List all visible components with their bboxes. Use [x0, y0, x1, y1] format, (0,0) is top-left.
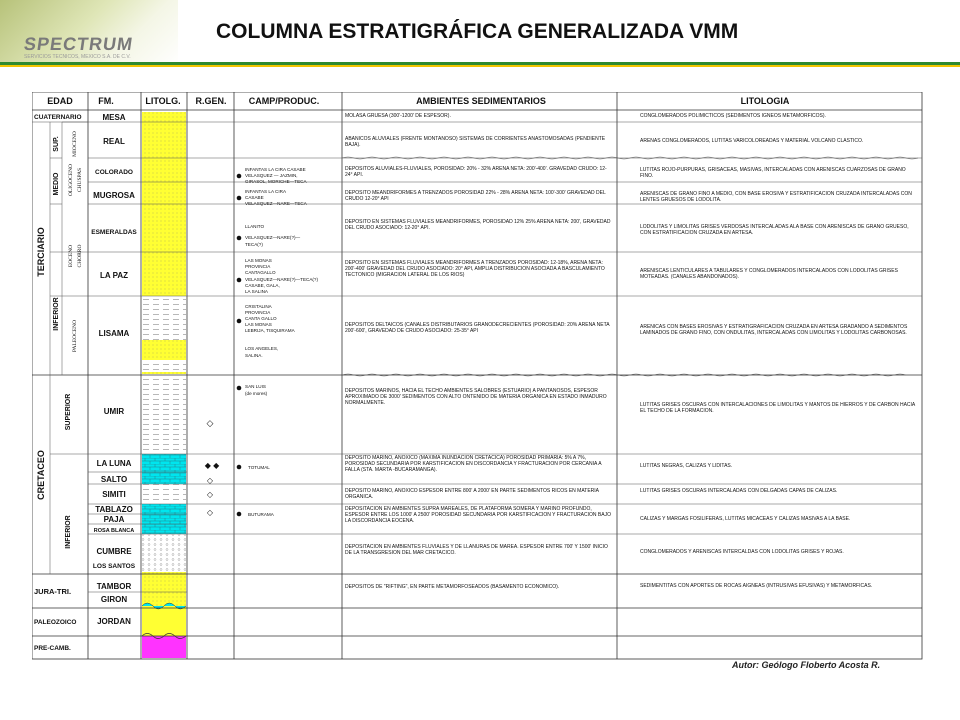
subperiod-medio: MEDIO: [53, 172, 60, 196]
era-paleozoico: PALEOZOICO: [34, 619, 77, 626]
field-line: VELASQUEZ—NARE—TECA: [245, 201, 307, 206]
field-line: PROVINCIA: [245, 264, 271, 269]
era-jura-tri: JURA-TRI.: [34, 587, 72, 596]
formation-salto: SALTO: [100, 475, 128, 484]
rgen-tablazo: ◇: [206, 508, 214, 517]
epoch-paleoceno: PALEOCENO: [72, 319, 78, 353]
field-line: PROVINCIA: [245, 310, 271, 315]
lith-la-luna-salto: [142, 454, 186, 484]
col-header-litolg: LITOLG.: [145, 96, 181, 106]
formation-la-paz: LA PAZ: [100, 271, 128, 280]
litologia-cumbre: CONGLOMERADOS Y ARENISCAS INTERCALDAS CON LODOLITAS GRISES Y ROJAS.: [640, 549, 844, 555]
lith-tablazo-rosablanca: [142, 504, 186, 534]
field-groups: [237, 167, 319, 517]
litologia-la-luna: LUTITAS NEGRAS, CALIZAS Y LIDITAS.: [640, 463, 733, 469]
subperiod-labels: [53, 136, 72, 548]
ambiente-esmeraldas: DEPOSITO EN SISTEMAS FLUVIALES MEANDRIFORMES, POROSIDAD 12% 25% ARENA NETA: 200', GRAVEDAD DEL CRUDO ASOCIADO: 12-20° API.: [345, 219, 611, 231]
litologia-la-paz: ARENISCAS LENTICULARES A TABULARES Y CONGLOMERADOS INTERCALADOS CON LODOLITAS GRISES MOTEADAS. (CANALES ABANDONADOS).: [640, 268, 898, 280]
col-header-edad: EDAD: [47, 96, 73, 106]
litologia-mesa: CONGLOMERADOS POLIMICTICOS (SEDIMENTOS IGNEOS METAMORFICOS).: [640, 113, 826, 119]
subperiod-sup: SUP.: [53, 136, 60, 152]
formation-names: [91, 113, 137, 626]
rgen-simiti: ◇: [206, 490, 214, 499]
column-headers: [47, 96, 790, 106]
field-line: TOTUMAL: [248, 465, 270, 470]
field-line: LA SALINA: [245, 289, 268, 294]
field-line: CRISTALINA: [245, 304, 272, 309]
epoch-labels: [68, 131, 83, 352]
ambiente-real: ABANICOS ALUVIALES (FRENTE MONTAÑOSO) SISTEMAS DE CORRIENTES ANASTOMOSADAS (PENDIENTE BAJA).: [345, 136, 606, 148]
formation-rosa-blanca: ROSA BLANCA: [93, 528, 135, 534]
logo-subtitle: SERVICIOS TECNICOS, MEXICO S.A. DE C.V.: [24, 54, 131, 60]
field-line: BUTURAMA: [248, 512, 274, 517]
formation-cumbre: CUMBRE: [96, 547, 132, 556]
litologia-lisama: ARENICAS CON BASES EROSIVAS Y ESTRATIGRAFICACION CRUZADA EN ARTESA GRADANDO A SEDIMENTOS LAMINADOS DE GRANO FINO, CON ONDULITAS, INTERCALADAS CON LIMOLITAS Y LODOLITAS CARBONOSAS.: [640, 324, 908, 336]
field-dot-la-luna: [237, 465, 242, 470]
field-line: CASABE: [245, 195, 264, 200]
epoch-eoceno: EOCENO: [68, 244, 74, 268]
lithology-column: [142, 112, 186, 658]
field-line: SAN LUIS: [245, 384, 266, 389]
epoch-mioceno: MIOCENO: [72, 131, 78, 157]
epoch-chorro: CHORRO: [77, 244, 83, 268]
col-header-camp: CAMP/PRODUC.: [248, 96, 320, 106]
col-header-litologia: LITOLOGIA: [740, 96, 790, 106]
litologia-colorado: LUTITAS ROJO-PURPURAS, GRISACEAS, MASIVAS, INTERCALADAS CON ARENISCAS CUARZOSAS DE GRANO FINO.: [640, 167, 906, 179]
lith-simiti: [142, 484, 186, 504]
formation-lisama: LISAMA: [98, 329, 130, 338]
litologia-mugrosa: ARENISCAS DE GRANO FINO A MEDIO, CON BASE EROSIVA Y ESTRATIFICACION CRUZADA INTERCALADAS CON LENTES GRUESOS DE LODOLITA.: [640, 191, 912, 203]
formation-mugrosa: MUGROSA: [93, 191, 135, 200]
subperiod-inferior-terciario: INFERIOR: [53, 297, 60, 331]
era-terciario: TERCIARIO: [36, 227, 46, 277]
col-header-rgen: R.GEN.: [195, 96, 227, 106]
ambientes-column: [345, 113, 613, 600]
field-line: INFANTAS LA CIRA CASABE: [245, 167, 306, 172]
litologia-umir: LUTITAS GRISES OSCURAS CON INTERCALACIONES DE LIMOLITAS Y MANTOS DE HIERROS Y DE CARBON HACIA EL TECHO DE LA FORMACION.: [640, 402, 915, 414]
litologia-tablazo: CALIZAS Y MARGAS FOSILIFERAS, LUTITAS MICACEAS Y CALIZAS MASIVAS A LA BASE.: [640, 516, 851, 522]
rgen-la-luna: ◆ ◆: [204, 461, 220, 470]
spectrum-logo: [0, 0, 178, 66]
rgen-umir: ◇: [206, 418, 214, 428]
formation-la-luna: LA LUNA: [96, 459, 132, 468]
ambiente-la-paz: DEPOSITO EN SISTEMAS FLUVIALES MEANDRIFORMES A TRENZADOS POROSIDAD: 12-18%, ARENA NETA: 200'-400' GRAVEDAD DEL CRUDO ASOCIADO: 20° API, AMPLIA DISTRIBUCION ASOCIADA A BASCULAMIENTO TECTONICO (MIGRACION LATERAL DE LOS RIOS): [345, 260, 605, 278]
field-line: LAS MONAS: [245, 258, 272, 263]
ambiente-la-luna: DEPOSITO MARINO, ANOXICO (MAXIMA INUNDACION CRETACICA) POROSIDAD PRIMARIA: 5% A 7%, POROSIDAD SECUNDARIA POR KARSTIFICACION EN DISCORDANCIA Y FRACTURACION POR CERCANIA A FALLA (STA. MARTA -BUCARAMANGA).: [345, 455, 602, 473]
litologia-esmeraldas: LODOLITAS Y LIMOLITAS GRISES VERDOSAS INTERCALADAS ALA BASE CON ARENISCAS DE GRANO GRUESO, CON ESTRATIFICACION CRUZADA EN ARTESA.: [640, 224, 909, 236]
formation-giron: GIRON: [100, 595, 128, 604]
field-line: VELASQUEZ—NARE(?)—: [245, 235, 301, 240]
era-precambrico: PRE-CAMB.: [34, 645, 71, 652]
field-dot-esmeraldas: [237, 236, 242, 241]
field-dot-la-paz: [237, 278, 242, 283]
ambiente-simiti: DEPOSITO MARINO, ANOXICO ESPESOR ENTRE 800' A 2000' EN PARTE SEDIMENTOS RICOS EN MATERIA ORGANICA.: [345, 488, 599, 500]
lith-cumbre-santos: [142, 534, 186, 572]
litologia-column: [640, 113, 918, 599]
logo-text: SPECTRUM: [22, 34, 135, 54]
field-dot-umir: [237, 386, 242, 391]
ambiente-tambor: DEPOSITOS DE "RIFTING", EN PARTE METAMORFOSEADOS (BASAMENTO ECONOMICO).: [345, 584, 560, 590]
field-line: SALINA.: [245, 353, 263, 358]
lith-lisama-shale: [142, 296, 186, 372]
formation-esmeraldas: ESMERALDAS: [91, 229, 137, 236]
formation-mesa: MESA: [102, 113, 126, 122]
lith-precambrian: [142, 636, 186, 658]
litologia-real: ARENAS CONGLOMERADOS, LUTITAS VARICOLOREADAS Y MATERIAL VOLCANO CLASTICO.: [640, 138, 864, 144]
formation-tambor: TAMBOR: [96, 582, 132, 591]
field-line: LOS ANGELES,: [245, 346, 279, 351]
stratigraphic-column: [32, 92, 930, 660]
ambiente-cumbre: DEPOSITACION EN AMBIENTES FLUVIALES Y DE LLANURAS DE MAREA. ESPESOR ENTRE 700' Y 1500' INICIO DE LA TRANSGRESION DEL MAR CRETACICO.: [345, 544, 608, 556]
lith-tambor-giron: [142, 572, 186, 606]
formation-colorado: COLORADO: [95, 169, 133, 176]
lith-jordan: [142, 606, 186, 636]
formation-simiti: SIMITI: [102, 490, 126, 499]
header: [0, 0, 960, 66]
ambiente-tablazo: DEPOSITACION EN AMBIENTES SUPRA MAREALES, DE PLATAFORMA SOMERA Y MARINO PROFUNDO, ESPESOR ENTRE LOS 1000' A 2500' POROSIDAD SECUNDARIA POR KARSTIFICACION Y FRACTURACION BAJO LA DISCORDANCIA EOCENA.: [345, 506, 611, 524]
formation-real: REAL: [103, 137, 125, 146]
field-line: LLANITO: [245, 224, 265, 229]
subperiod-inferior-cretaceo: INFERIOR: [65, 515, 72, 549]
field-line: TECA(?): [245, 242, 263, 247]
author-credit: Autor: Geólogo Floberto Acosta R.: [732, 660, 881, 670]
litologia-tambor: SEDIMENTITAS CON APORTES DE ROCAS AIGNEAS (INTRUSIVAS EFUSIVAS) Y METAMORFICAS.: [640, 583, 873, 589]
era-cuaternario: CUATERNARIO: [34, 114, 82, 121]
field-line: CASABE, GALA,: [245, 283, 280, 288]
formation-umir: UMIR: [103, 407, 125, 416]
ambiente-mesa: MOLASA GRUESA (300'-1200' DE ESPESOR).: [345, 113, 451, 119]
epoch-chuspas: CHUSPAS: [77, 167, 83, 193]
page-title: COLUMNA ESTRATIGRÁFICA GENERALIZADA VMM: [216, 20, 739, 43]
field-dot-tablazo: [237, 512, 242, 517]
field-line: CANTAGALLO: [245, 270, 276, 275]
era-cretaceo: CRETACEO: [36, 450, 46, 500]
header-yellow-stripe: [0, 65, 960, 67]
ambiente-lisama: DEPOSITOS DELTAICOS (CANALES DISTRIBUTARIOS GRANODECRECIENTES (POROSIDAD: 20% ARENA NETA 200'-600', GRAVEDAD DE CRUDO ASOCIADO: 25-35° API: [345, 322, 610, 334]
formation-tablazo: TABLAZO: [95, 505, 133, 514]
lith-umir: [142, 376, 186, 454]
col-header-ambientes: AMBIENTES SEDIMENTARIOS: [416, 96, 546, 106]
ambiente-umir: DEPOSITOS MARINOS, HACIA EL TECHO AMBIENTES SALOBRES (ESTUARIO) A PANTANOSOS, ESPESOR APROXIMADO DE 3000' SEDIMENTOS CON ALTO ONTENIDO DE MATERIA ORGANICA EN ESTADO INMADURO NORMALMENTE.: [345, 388, 607, 406]
field-line: VELASQUEZ—NARE(?)—TECA(?): [245, 277, 319, 282]
litologia-simiti: LUTITAS GRISES OSCURAS INTERCALADAS CON DELGADAS CAPAS DE CALIZAS.: [640, 488, 838, 494]
formation-paja: PAJA: [103, 515, 125, 524]
formation-jordan: JORDAN: [97, 617, 131, 626]
field-line: LAS MONAS: [245, 322, 272, 327]
rgen-salto: ◇: [206, 476, 214, 485]
field-dot-colorado: [237, 174, 242, 179]
lith-lisama-sand: [142, 340, 186, 360]
field-line: GIRASOL, MORICHE—TECA: [245, 179, 307, 184]
field-dot-mugrosa: [237, 196, 242, 201]
field-line: VELASQUEZ — JAZMIN,: [245, 173, 298, 178]
rgen-markers: [205, 418, 220, 517]
field-dot-lisama: [237, 319, 242, 324]
epoch-oligoceno: OLIGOCENO: [68, 163, 74, 197]
field-line: (de mores): [245, 391, 268, 396]
col-header-fm: FM.: [98, 96, 114, 106]
ambiente-colorado: DEPOSITOS ALUVIALES-FLUVIALES, POROSIDAD: 20% - 32% ARENA NETA: 200'-400'. GRAVEDAD CRUDO: 12-24° API.: [345, 166, 607, 178]
subperiod-superior-cretaceo: SUPERIOR: [65, 393, 72, 431]
field-line: LEBRIJA, TISQUIRAMA: [245, 328, 295, 333]
ambiente-mugrosa: DEPOSITO MEANDRIFORMES A TRENZADOS POROSIDAD 22% - 28% ARENA NETA: 100'-300' GRAVEDAD DEL CRUDO 12-20° API: [345, 190, 606, 202]
field-line: INFANTAS LA CIRA: [245, 189, 287, 194]
field-line: CANTA GALLO: [245, 316, 277, 321]
formation-los-santos: LOS SANTOS: [92, 563, 136, 570]
